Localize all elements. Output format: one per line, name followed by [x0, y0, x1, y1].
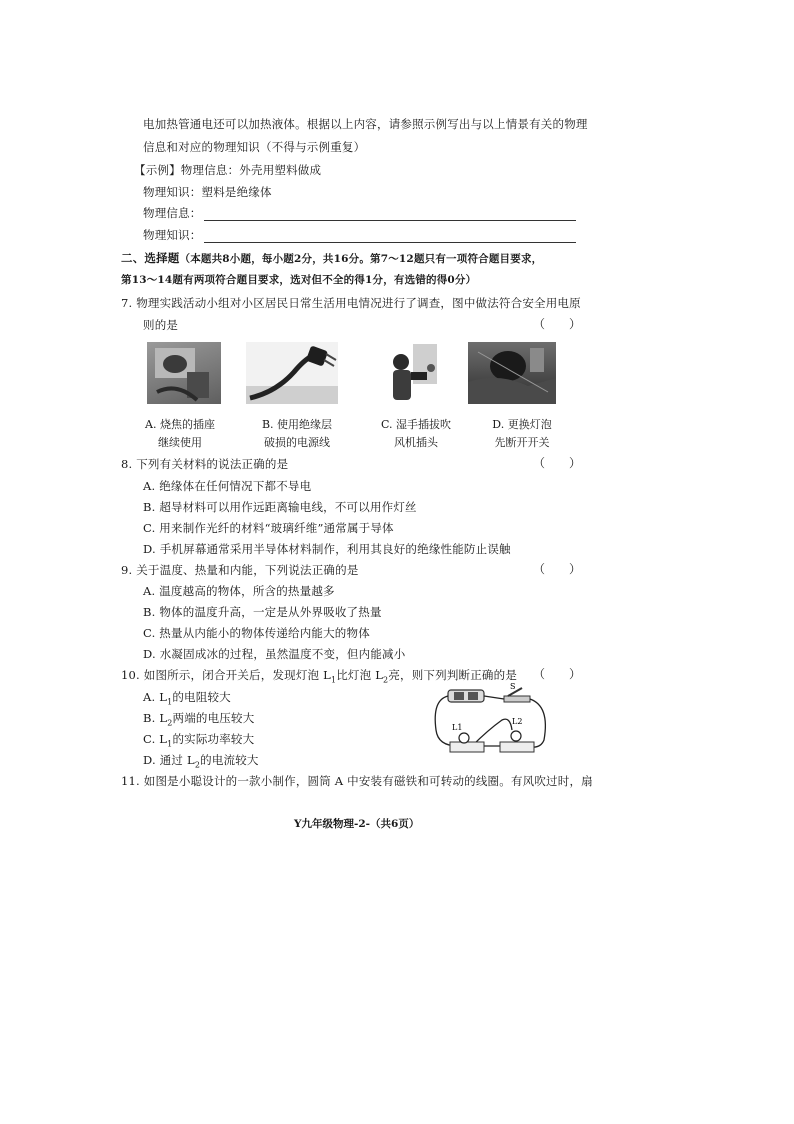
wet-hands-plug-photo: [385, 342, 437, 404]
q10-stem-sub-2: 2: [383, 675, 389, 685]
q10-option-b[interactable]: B. $L_2$两端的电压较大: [143, 711, 255, 728]
q9-option-b[interactable]: B. 物体的温度升高，一定是从外界吸收了热量: [143, 605, 382, 619]
example-knowledge: 物理知识：塑料是绝缘体: [143, 185, 272, 199]
section-2-desc-1: （本题共8小题，每小题2分，共16分。第7～12题只有一项符合题目要求，: [179, 253, 543, 265]
damaged-cord-photo: [246, 342, 338, 404]
replace-bulb-image: [468, 342, 556, 404]
knowledge-answer-blank[interactable]: [204, 230, 576, 243]
knowledge-answer-row: [143, 227, 576, 243]
q7-option-a-line-1: A. 烧焦的插座: [145, 418, 215, 431]
q7-stem-line-2: 则的是: [143, 318, 179, 332]
q9-option-d[interactable]: D. 水凝固成冰的过程，虽然温度不变，但内能减小: [143, 647, 406, 661]
q7-option-d-line-2: 先断开开关: [494, 436, 550, 449]
q9-option-c[interactable]: C. 热量从内能小的物体传递给内能大的物体: [143, 626, 370, 640]
q7-option-d-line-1: D. 更换灯泡: [492, 418, 552, 431]
burnt-socket-image: [147, 342, 221, 404]
knowledge-label: 物理知识：: [143, 228, 202, 242]
q10-stem-part-b: 比灯泡 L: [336, 668, 384, 682]
q10-answer-paren[interactable]: （ ）: [533, 667, 582, 681]
q7-option-c-line-1: C. 湿手插拔吹: [380, 418, 452, 431]
q11-stem-line-1: 11. 如图是小聪设计的一款小制作，圆筒 A 中安装有磁铁和可转动的线圈。有风吹过时，扇: [121, 774, 593, 788]
q7-option-c-line-2: 风机插头: [394, 436, 438, 449]
q7-option-a-line-2: 继续使用: [158, 436, 202, 449]
q8-option-a[interactable]: A. 绝缘体在任何情况下都不导电: [143, 479, 312, 493]
q9-stem: 9. 关于温度、热量和内能，下列说法正确的是: [121, 563, 359, 577]
switch-label: S: [510, 682, 516, 691]
intro-line-2: 信息和对应的物理知识（不得与示例重复）: [143, 140, 366, 154]
section-2-heading: 二、选择题: [121, 251, 180, 265]
bulb-l1-icon: [459, 733, 469, 743]
q7-stem-line-1: 7. 物理实践活动小组对小区居民日常生活用电情况进行了调查，图中做法符合安全用电原: [121, 296, 581, 310]
q10-option-a[interactable]: A. $L_1$的电阻较大: [143, 690, 231, 707]
q8-option-b[interactable]: B. 超导材料可以用作远距离输电线，不可以用作灯丝: [143, 500, 417, 514]
q8-option-d[interactable]: D. 手机屏幕通常采用半导体材料制作，利用其良好的绝缘性能防止误触: [143, 542, 511, 556]
q9-option-a[interactable]: A. 温度越高的物体，所含的热量越多: [143, 584, 335, 598]
switch-icon: [504, 696, 530, 702]
wet-hands-plug-image: [385, 342, 437, 404]
q7-option-b[interactable]: [256, 416, 338, 452]
page-footer: Y九年级物理-2-（共6页）: [294, 818, 420, 830]
example-info: 【示例】物理信息：外壳用塑料做成: [134, 163, 322, 177]
bulb-l2-label: L2: [512, 717, 523, 726]
q7-option-b-line-1: B. 使用绝缘层: [261, 418, 333, 431]
q7-option-d[interactable]: [484, 416, 560, 452]
bulb-l2-base: [500, 742, 534, 752]
bulb-l1-base: [450, 742, 484, 752]
q10-stem-part-c: 亮，则下列判断正确的是: [388, 668, 518, 682]
info-answer-blank[interactable]: [204, 208, 576, 221]
info-answer-row: [143, 205, 576, 221]
circuit-diagram: [428, 680, 554, 762]
q7-option-a[interactable]: [140, 416, 220, 452]
intro-line-1: 电加热管通电还可以加热液体。根据以上内容，请参照示例写出与以上情景有关的物理: [143, 117, 588, 131]
damaged-cord-image: [246, 342, 338, 404]
q8-answer-paren[interactable]: （ ）: [533, 456, 582, 470]
q8-stem: 8. 下列有关材料的说法正确的是: [121, 457, 289, 471]
q7-answer-paren[interactable]: （ ）: [533, 317, 582, 331]
q10-option-c[interactable]: C. $L_1$的实际功率较大: [143, 732, 255, 749]
q10-stem-part-a: 10. 如图所示，闭合开关后，发现灯泡 L: [121, 668, 331, 682]
q10-stem-sub-1: 1: [330, 675, 337, 685]
q10-option-d[interactable]: D. 通过 $L_2$的电流较大: [143, 753, 259, 770]
bulb-l2-icon: [511, 731, 521, 741]
bulb-l1-label: L1: [452, 723, 463, 732]
replace-bulb-photo: [468, 342, 556, 404]
section-2-desc-2: 第13～14题有两项符合题目要求，选对但不全的得1分，有选错的得0分）: [121, 274, 477, 286]
q7-option-b-line-2: 破损的电源线: [264, 436, 330, 449]
battery-icon: [448, 690, 484, 702]
burnt-socket-photo: [147, 342, 221, 404]
q7-option-c[interactable]: [378, 416, 454, 452]
q8-option-c[interactable]: C. 用来制作光纤的材料“玻璃纤维”通常属于导体: [143, 521, 394, 535]
info-label: 物理信息：: [143, 206, 202, 220]
section-2-heading-row: [121, 250, 542, 266]
q9-answer-paren[interactable]: （ ）: [533, 562, 582, 576]
